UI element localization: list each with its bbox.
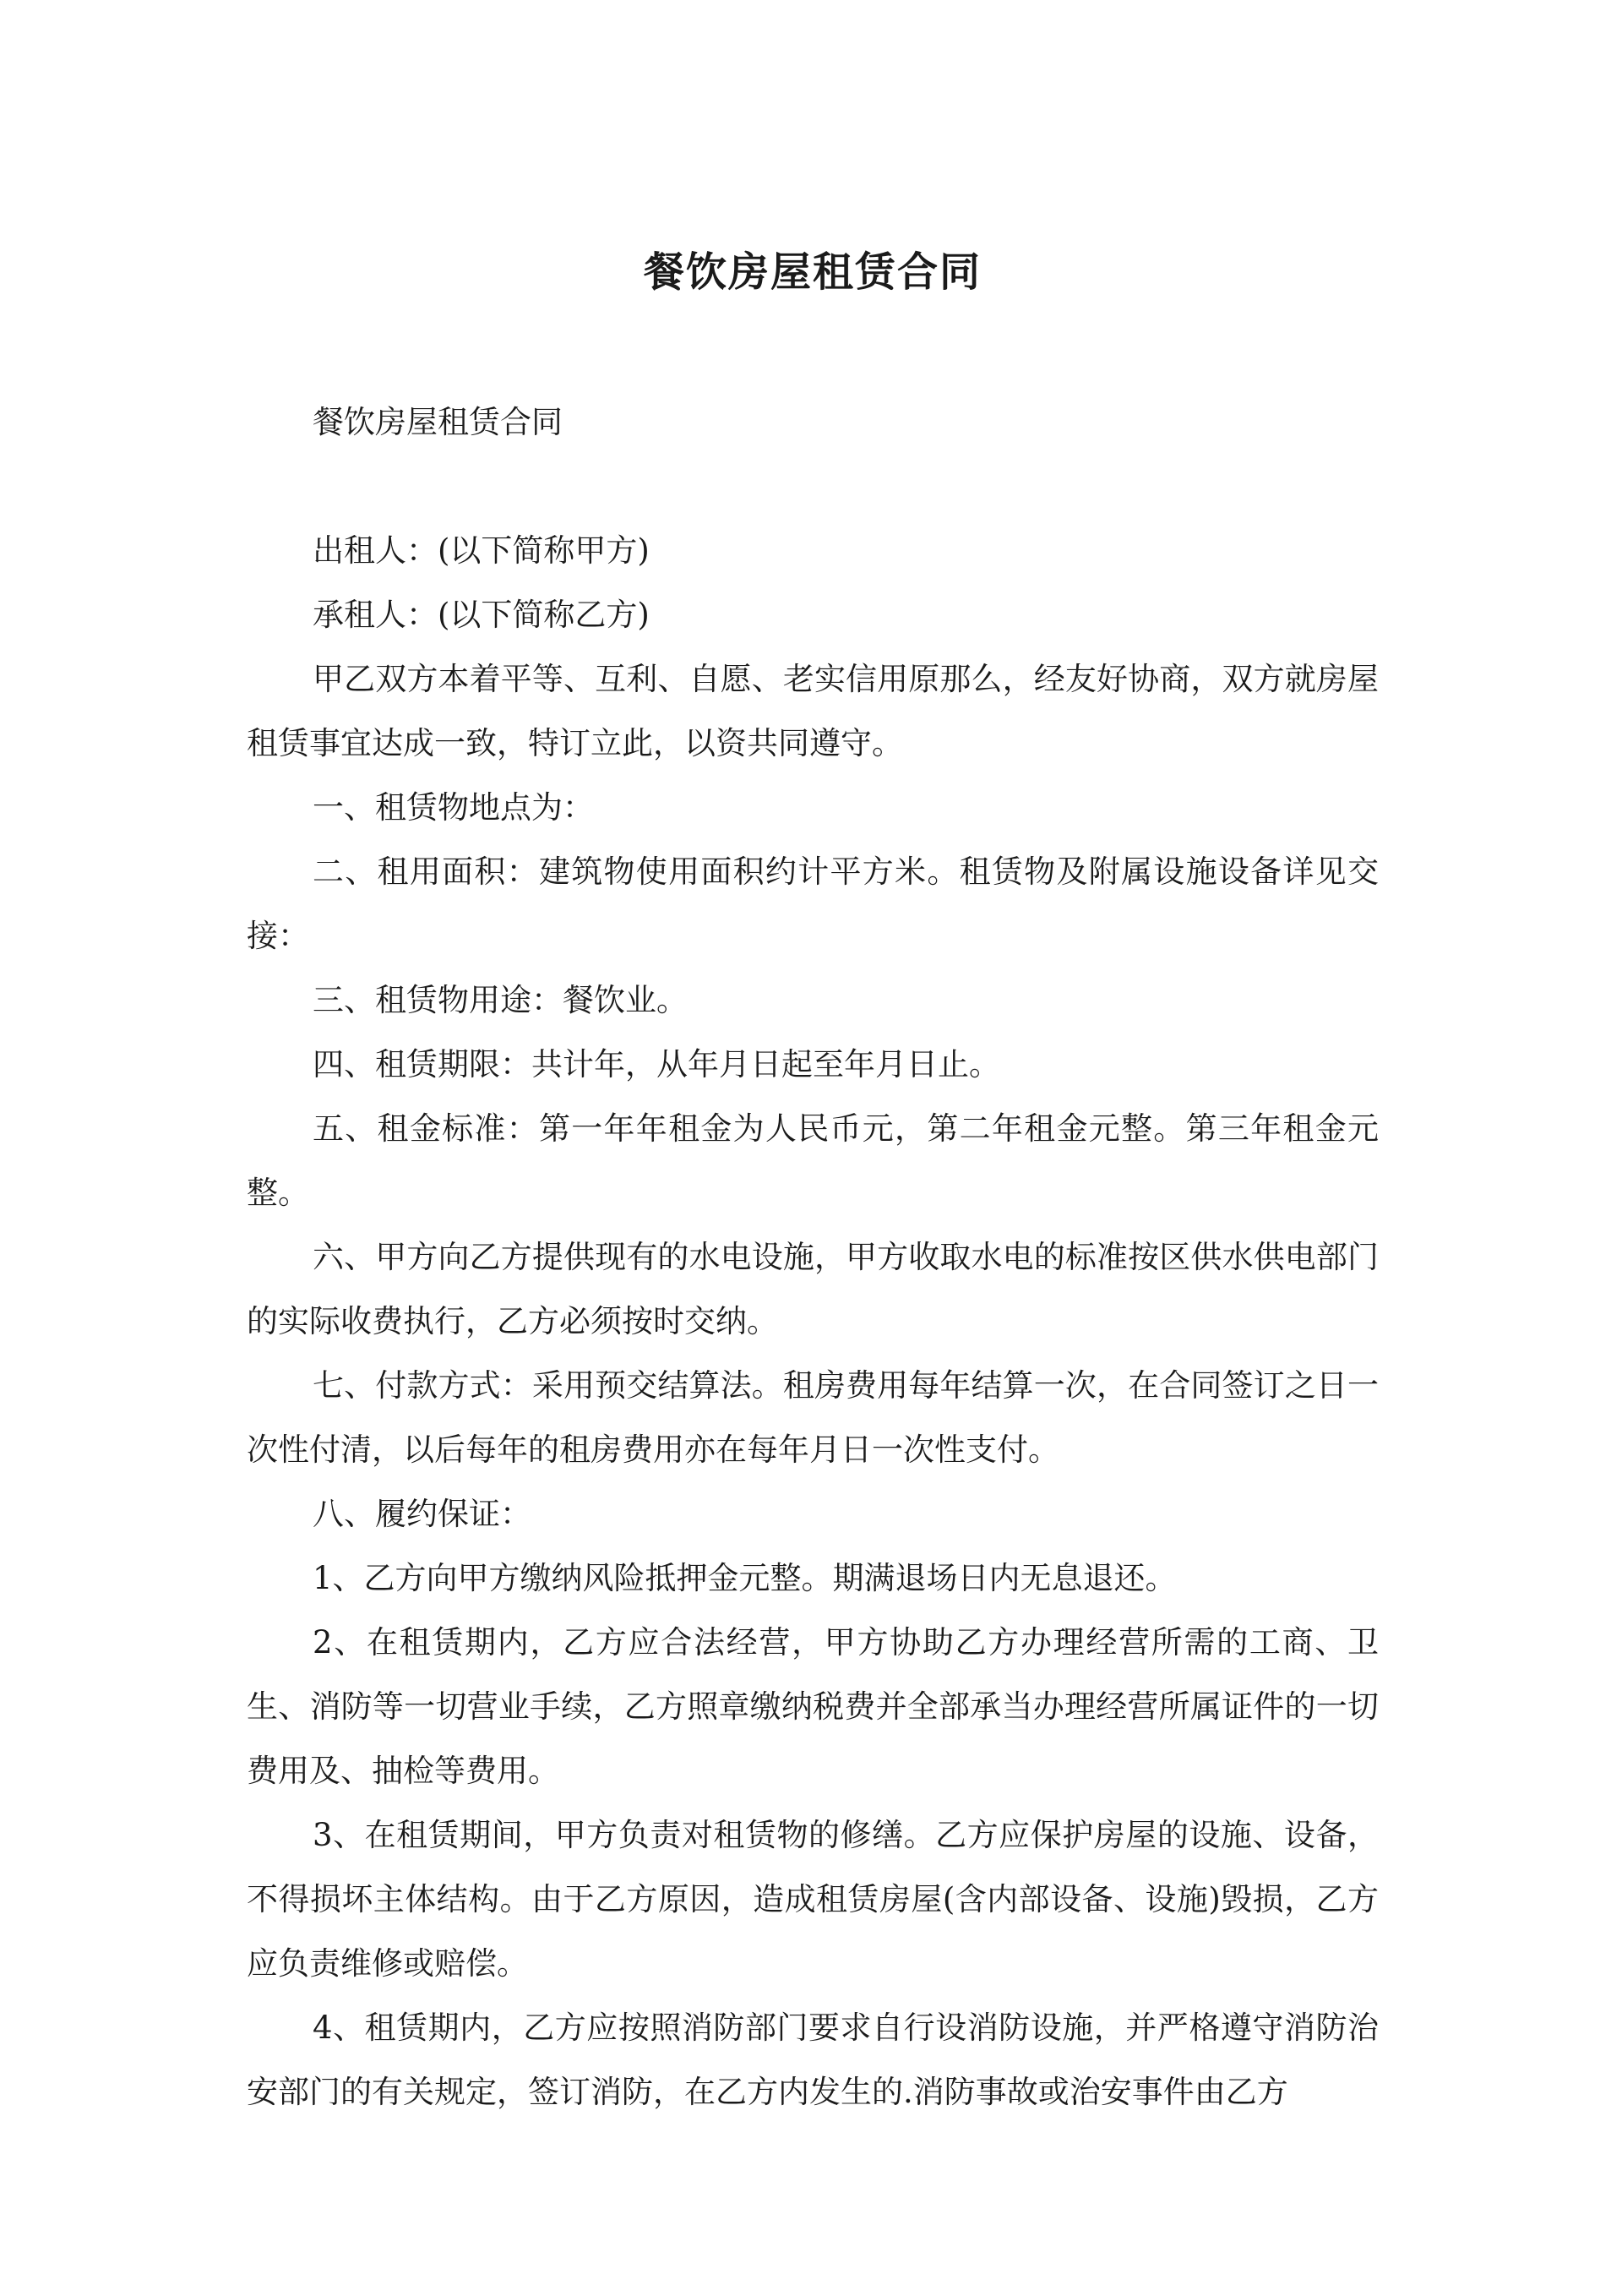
document-body	[247, 390, 1379, 2124]
paragraph-list	[247, 519, 1379, 2124]
paragraph: 八、履约保证：	[313, 1496, 531, 1532]
blank-line	[247, 455, 1379, 519]
paragraph: 六、甲方向乙方提供现有的水电设施，甲方收取水电的标准按区供水供电部门的实际收费执行，乙方必须按时交纳。	[247, 1239, 1379, 1339]
paragraph: 一、租赁物地点为：	[313, 789, 594, 826]
document-title: 餐饮房屋租赁合同	[643, 248, 982, 296]
paragraph: 四、租赁期限：共计年，从年月日起至年月日止。	[313, 1046, 1000, 1083]
paragraph: 七、付款方式：采用预交结算法。租房费用每年结算一次，在合同签订之日一次性付清，以后每年的租房费用亦在每年月日一次性支付。	[247, 1367, 1379, 1468]
paragraph: 1、乙方向甲方缴纳风险抵押金元整。期满退场日内无息退还。	[313, 1560, 1177, 1596]
paragraph: 出租人：(以下简称甲方)	[313, 532, 650, 569]
paragraph: 2、在租赁期内，乙方应合法经营，甲方协助乙方办理经营所需的工商、卫生、消防等一切营业手续，乙方照章缴纳税费并全部承当办理经营所属证件的一切费用及、抽检等费用。	[247, 1624, 1379, 1789]
paragraph: 二、租用面积：建筑物使用面积约计平方米。租赁物及附属设施设备详见交接：	[247, 854, 1379, 954]
paragraph: 甲乙双方本着平等、互利、自愿、老实信用原那么，经友好协商，双方就房屋租赁事宜达成一致，特订立此，以资共同遵守。	[247, 661, 1379, 761]
document-subtitle: 餐饮房屋租赁合同	[313, 404, 563, 440]
paragraph: 三、租赁物用途：餐饮业。	[313, 982, 688, 1018]
document-page	[247, 0, 1379, 2296]
paragraph: 4、租赁期内，乙方应按照消防部门要求自行设消防设施，并严格遵守消防治安部门的有关规定，签订消防，在乙方内发生的.消防事故或治安事件由乙方	[247, 2010, 1379, 2110]
paragraph: 承租人：(以下简称乙方)	[313, 597, 650, 633]
paragraph: 五、租金标准：第一年年租金为人民币元，第二年租金元整。第三年租金元整。	[247, 1110, 1379, 1211]
paragraph: 3、在租赁期间，甲方负责对租赁物的修缮。乙方应保护房屋的设施、设备，不得损坏主体结构。由于乙方原因，造成租赁房屋(含内部设备、设施)毁损，乙方应负责维修或赔偿。	[247, 1817, 1379, 1982]
